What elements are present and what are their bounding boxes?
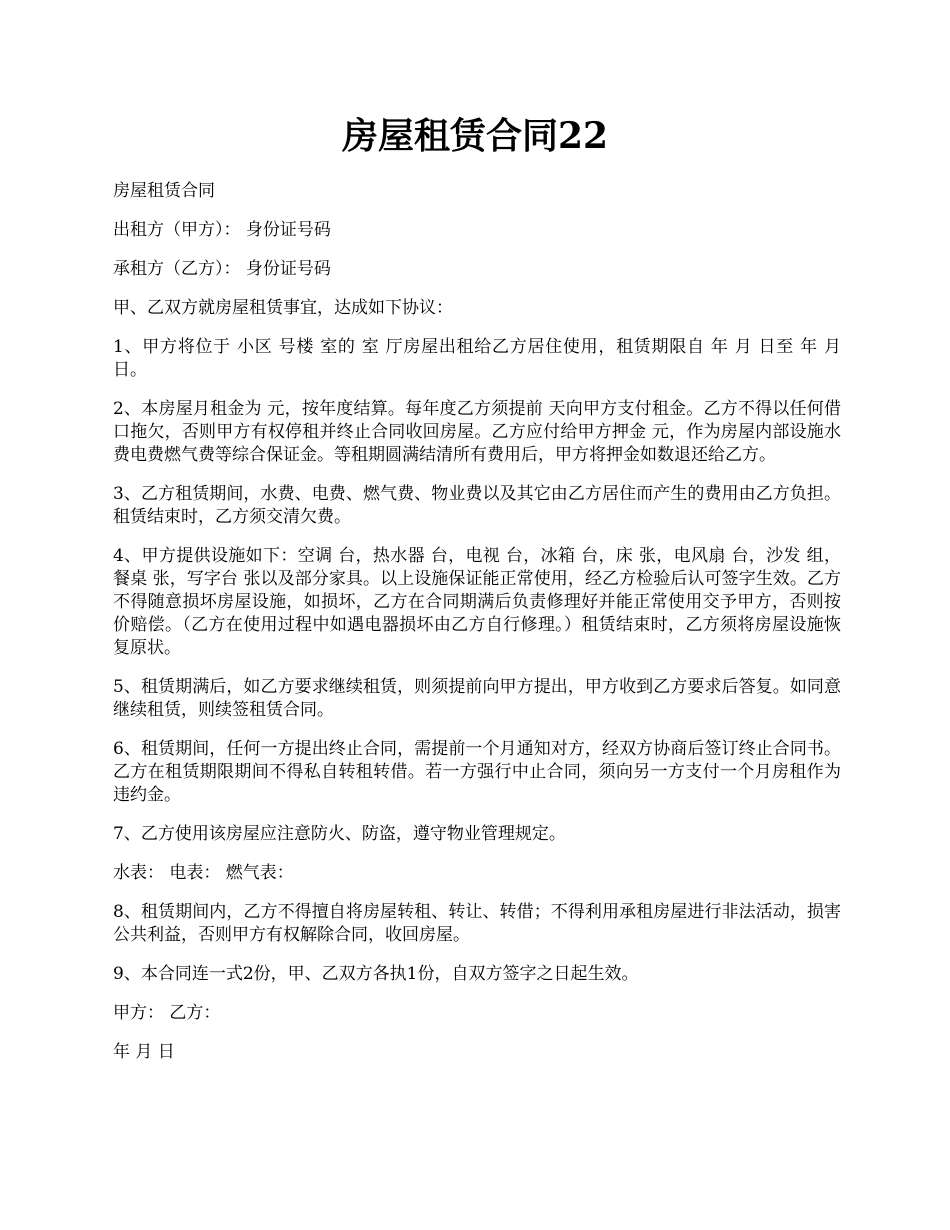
clause-1: 1、甲方将位于 小区 号楼 室的 室 厅房屋出租给乙方居住使用，租赁期限自 年 月 日至 年 月 日。 (113, 337, 841, 380)
clause-4: 4、甲方提供设施如下：空调 台，热水器 台，电视 台，冰箱 台，床 张，电风扇 台，沙发 组，餐桌 张，写字台 张以及部分家具。以上设施保证能正常使用，经乙方检验后认可签字生效。乙方不得随意损坏房屋设施，如损坏，乙方在合同期满后负责修理好并能正常使用交予甲方，否则按价赔偿。（乙方在使用过程中如遇电器损坏由乙方自行修理。）租赁结束时，乙方须将房屋设施恢复原状。 (113, 546, 841, 658)
clause-8: 8、租赁期间内，乙方不得擅自将房屋转租、转让、转借；不得利用承租房屋进行非法活动，损害公共利益，否则甲方有权解除合同，收回房屋。 (113, 902, 841, 945)
signature-line: 甲方： 乙方： (113, 1003, 221, 1023)
clause-6: 6、租赁期间，任何一方提出终止合同，需提前一个月通知对方，经双方协商后签订终止合同书。乙方在租赁期限期间不得私自转租转借。若一方强行中止合同，须向另一方支付一个月房租作为违约金。 (113, 739, 841, 805)
date-line: 年 月 日 (113, 1042, 175, 1062)
paragraph-heading: 房屋租赁合同 (113, 181, 215, 201)
paragraph-lessor: 出租方（甲方）： 身份证号码 (113, 220, 331, 240)
clause-5: 5、租赁期满后，如乙方要求继续租赁，则须提前向甲方提出，甲方收到乙方要求后答复。如同意继续租赁，则续签租赁合同。 (113, 677, 841, 720)
clause-2: 2、本房屋月租金为 元，按年度结算。每年度乙方须提前 天向甲方支付租金。乙方不得以任何借口拖欠，否则甲方有权停租并终止合同收回房屋。乙方应付给甲方押金 元，作为房屋内部设施水费电费燃气费等综合保证金。等租期圆满结清所有费用后，甲方将押金如数退还给乙方。 (113, 399, 841, 465)
meter-readings: 水表： 电表： 燃气表： (113, 863, 294, 883)
clause-3: 3、乙方租赁期间，水费、电费、燃气费、物业费以及其它由乙方居住而产生的费用由乙方负担。租赁结束时，乙方须交清欠费。 (113, 484, 841, 527)
document-title: 房屋租赁合同22 (341, 115, 609, 157)
clause-9: 9、本合同连一式2份，甲、乙双方各执1份，自双方签字之日起生效。 (113, 964, 639, 984)
clause-7: 7、乙方使用该房屋应注意防火、防盗，遵守物业管理规定。 (113, 824, 566, 844)
paragraph-agreement-intro: 甲、乙双方就房屋租赁事宜，达成如下协议： (113, 298, 453, 318)
paragraph-lessee: 承租方（乙方）： 身份证号码 (113, 259, 331, 279)
document-body (113, 180, 841, 1080)
